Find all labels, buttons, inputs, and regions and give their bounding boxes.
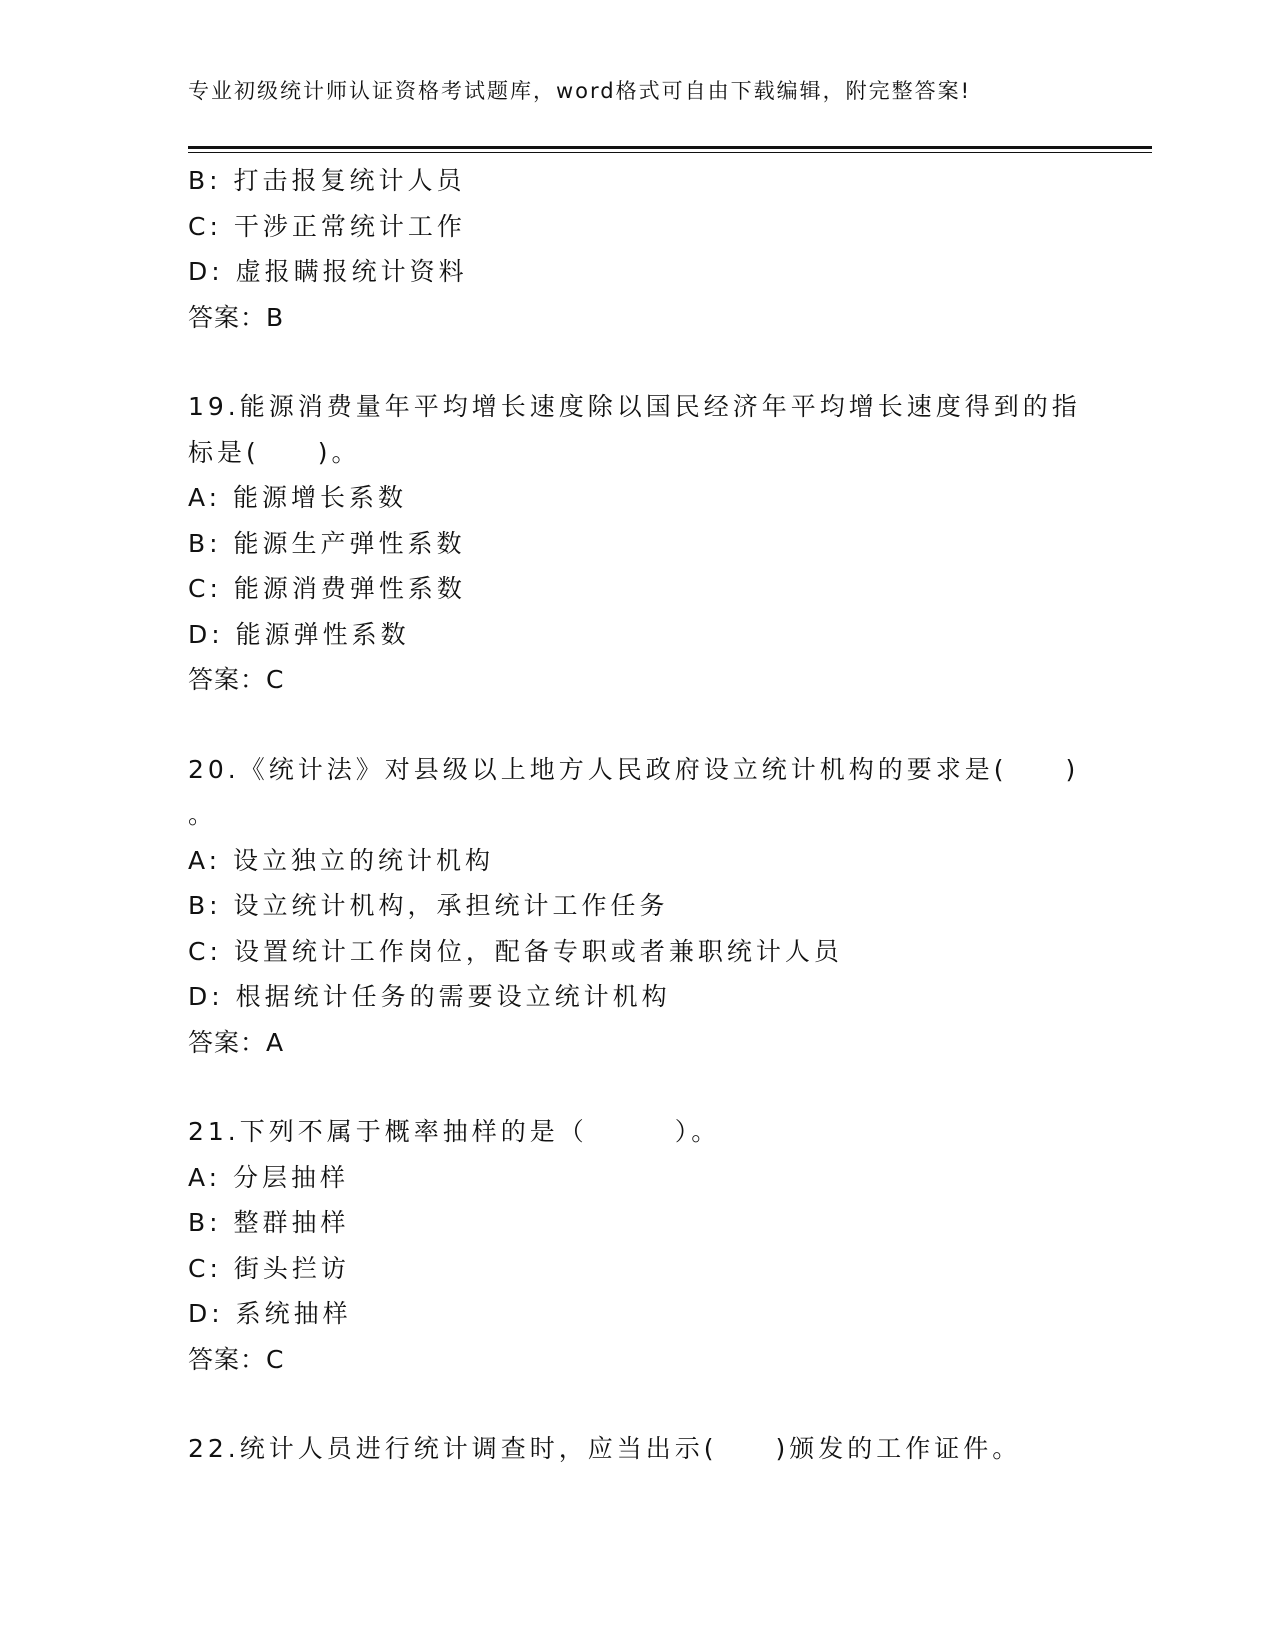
option-b: B: 设立统计机构，承担统计工作任务 xyxy=(188,891,669,920)
question-stem: 22.统计人员进行统计调查时，应当出示( )颁发的工作证件。 xyxy=(188,1434,1022,1463)
document-header: 专业初级统计师认证资格考试题库，word格式可自由下载编辑，附完整答案! xyxy=(188,79,972,103)
option-c: C: 能源消费弹性系数 xyxy=(188,574,466,603)
question-stem: 20.《统计法》对县级以上地方人民政府设立统计机构的要求是( ) xyxy=(188,754,1080,784)
question-20 xyxy=(188,747,1088,1066)
answer: 答案：B xyxy=(188,302,285,332)
header-rule-thin xyxy=(188,152,1152,153)
option-d: D: 虚报瞒报统计资料 xyxy=(188,257,468,286)
option-d: D: 根据统计任务的需要设立统计机构 xyxy=(188,982,671,1011)
option-a: A: 分层抽样 xyxy=(188,1162,350,1192)
option-d: D: 系统抽样 xyxy=(188,1299,352,1328)
option-a: A: 设立独立的统计机构 xyxy=(188,845,495,875)
question-stem: 21.下列不属于概率抽样的是（ ）。 xyxy=(188,1117,721,1146)
question-stem-continued: 标是( )。 xyxy=(188,437,361,467)
question-22 xyxy=(188,1426,1088,1472)
question-stem-continued: 。 xyxy=(188,800,218,829)
question-19 xyxy=(188,384,1088,703)
option-b: B: 能源生产弹性系数 xyxy=(188,528,466,558)
answer: 答案：C xyxy=(188,1344,285,1374)
option-c: C: 设置统计工作岗位，配备专职或者兼职统计人员 xyxy=(188,936,843,966)
question-18 xyxy=(188,158,1088,340)
question-stem: 19.能源消费量年平均增长速度除以国民经济年平均增长速度得到的指 xyxy=(188,392,1081,421)
question-21 xyxy=(188,1109,1088,1382)
option-b: B: 打击报复统计人员 xyxy=(188,166,466,195)
option-a: A: 能源增长系数 xyxy=(188,483,408,512)
question-list xyxy=(188,158,1088,1472)
header-rule-thick xyxy=(188,146,1152,149)
option-b: B: 整群抽样 xyxy=(188,1208,350,1237)
option-c: C: 干涉正常统计工作 xyxy=(188,211,466,241)
option-d: D: 能源弹性系数 xyxy=(188,619,410,649)
answer: 答案：A xyxy=(188,1027,285,1057)
option-c: C: 街头拦访 xyxy=(188,1253,350,1283)
answer: 答案：C xyxy=(188,665,285,694)
